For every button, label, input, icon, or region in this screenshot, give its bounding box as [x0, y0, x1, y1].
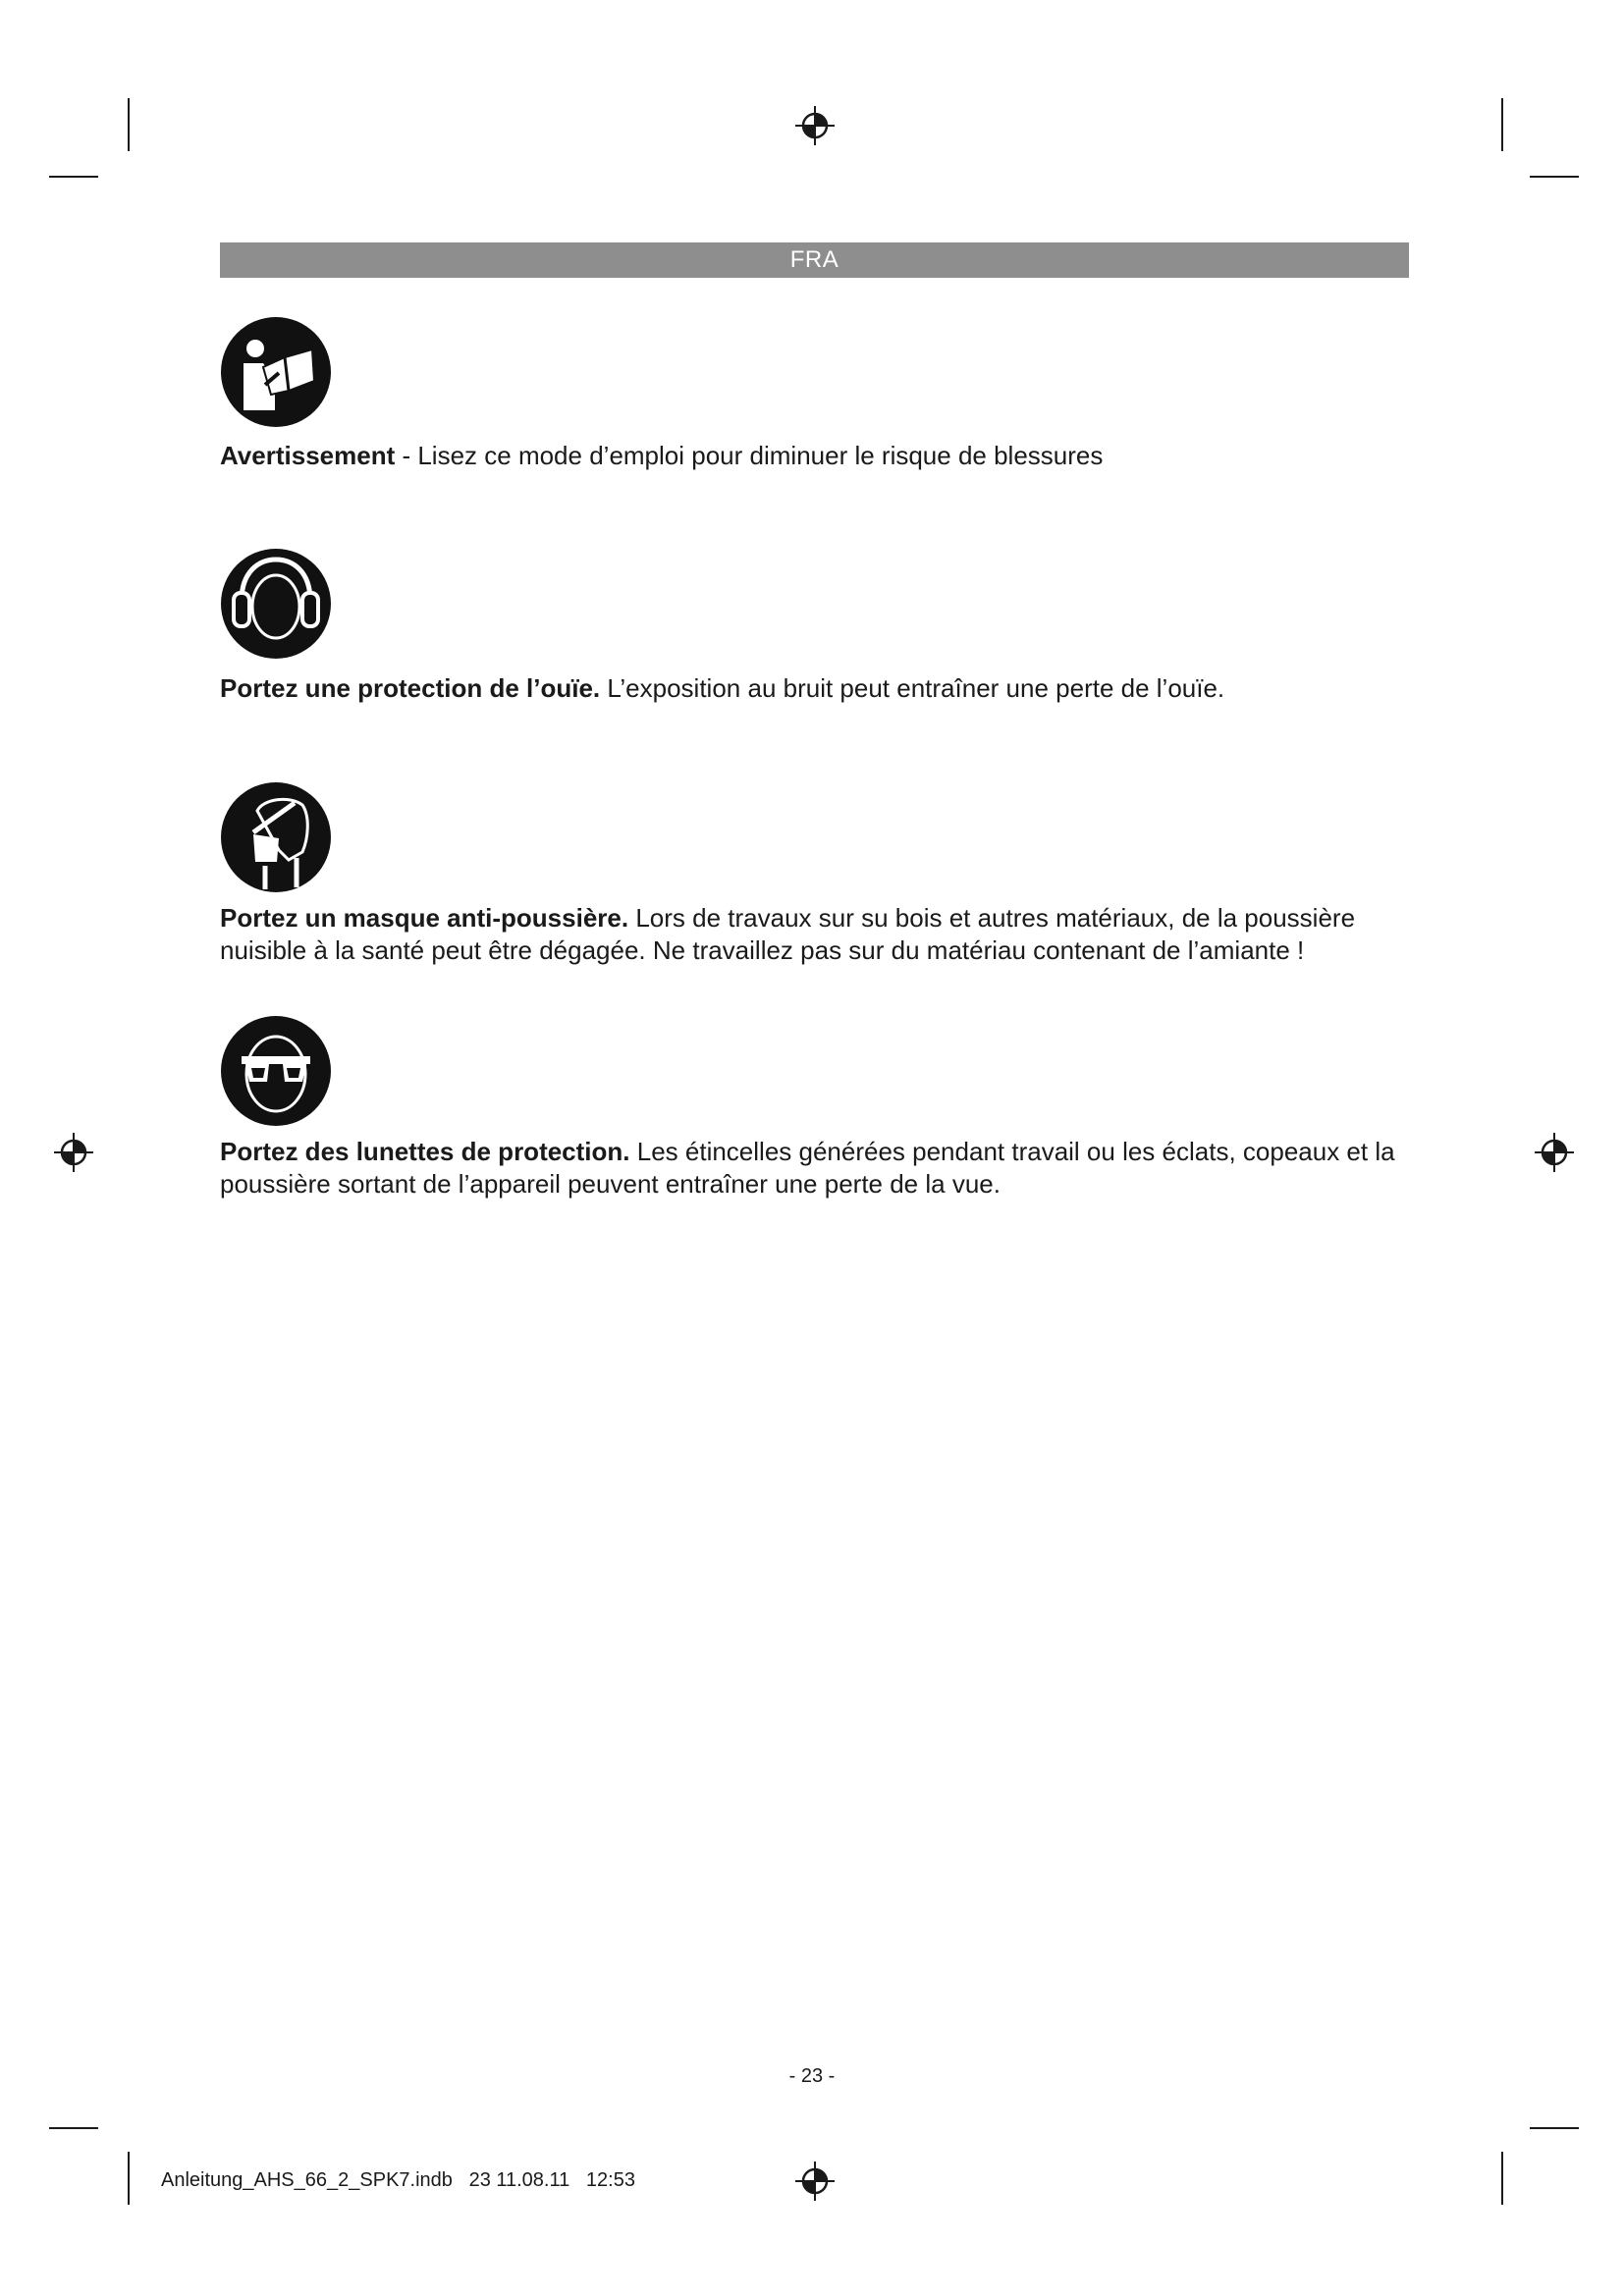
eye-protection-icon	[220, 1015, 332, 1127]
section-ear-protection	[220, 672, 1413, 705]
registration-mark-icon	[793, 104, 837, 147]
section-text: L’exposition au bruit peut entraîner une perte de l’ouïe.	[600, 673, 1225, 703]
crop-mark	[128, 2152, 130, 2205]
section-dust-mask	[220, 902, 1413, 967]
crop-mark	[1530, 2127, 1579, 2129]
registration-mark-icon	[52, 1131, 95, 1174]
file-slug: Anleitung_AHS_66_2_SPK7.indb 23 11.08.11 12:53	[161, 2169, 635, 2191]
registration-mark-icon	[793, 2160, 837, 2203]
language-header: FRA	[220, 242, 1409, 278]
section-title: Portez un masque anti-poussière.	[220, 903, 629, 933]
crop-mark	[49, 176, 98, 178]
crop-mark	[49, 2127, 98, 2129]
crop-mark	[128, 98, 130, 151]
crop-mark	[1501, 98, 1503, 151]
section-read-manual	[220, 440, 1413, 472]
crop-mark	[1501, 2152, 1503, 2205]
section-title: Portez des lunettes de protection.	[220, 1137, 630, 1166]
dust-mask-icon	[220, 781, 332, 893]
ear-protection-icon	[220, 548, 332, 660]
section-title: Portez une protection de l’ouïe.	[220, 673, 601, 703]
section-text: - Lisez ce mode d’emploi pour diminuer le risque de blessures	[395, 441, 1104, 470]
section-title: Avertissement	[220, 441, 396, 470]
crop-mark	[1530, 176, 1579, 178]
section-eye-protection	[220, 1136, 1413, 1201]
page-number: - 23 -	[788, 2065, 836, 2087]
registration-mark-icon	[1533, 1131, 1576, 1174]
read-manual-icon	[220, 316, 332, 428]
section-text: Les étincelles générées pendant travail ou les éclats, copeaux et la poussière sortant de l’appareil peuvent entraîner une perte de la vue.	[220, 1137, 1395, 1199]
section-text: Lors de travaux sur su bois et autres matériaux, de la poussière nuisible à la santé peut être dégagée. Ne travaillez pas sur du matériau contenant de l’amiante !	[220, 903, 1356, 965]
